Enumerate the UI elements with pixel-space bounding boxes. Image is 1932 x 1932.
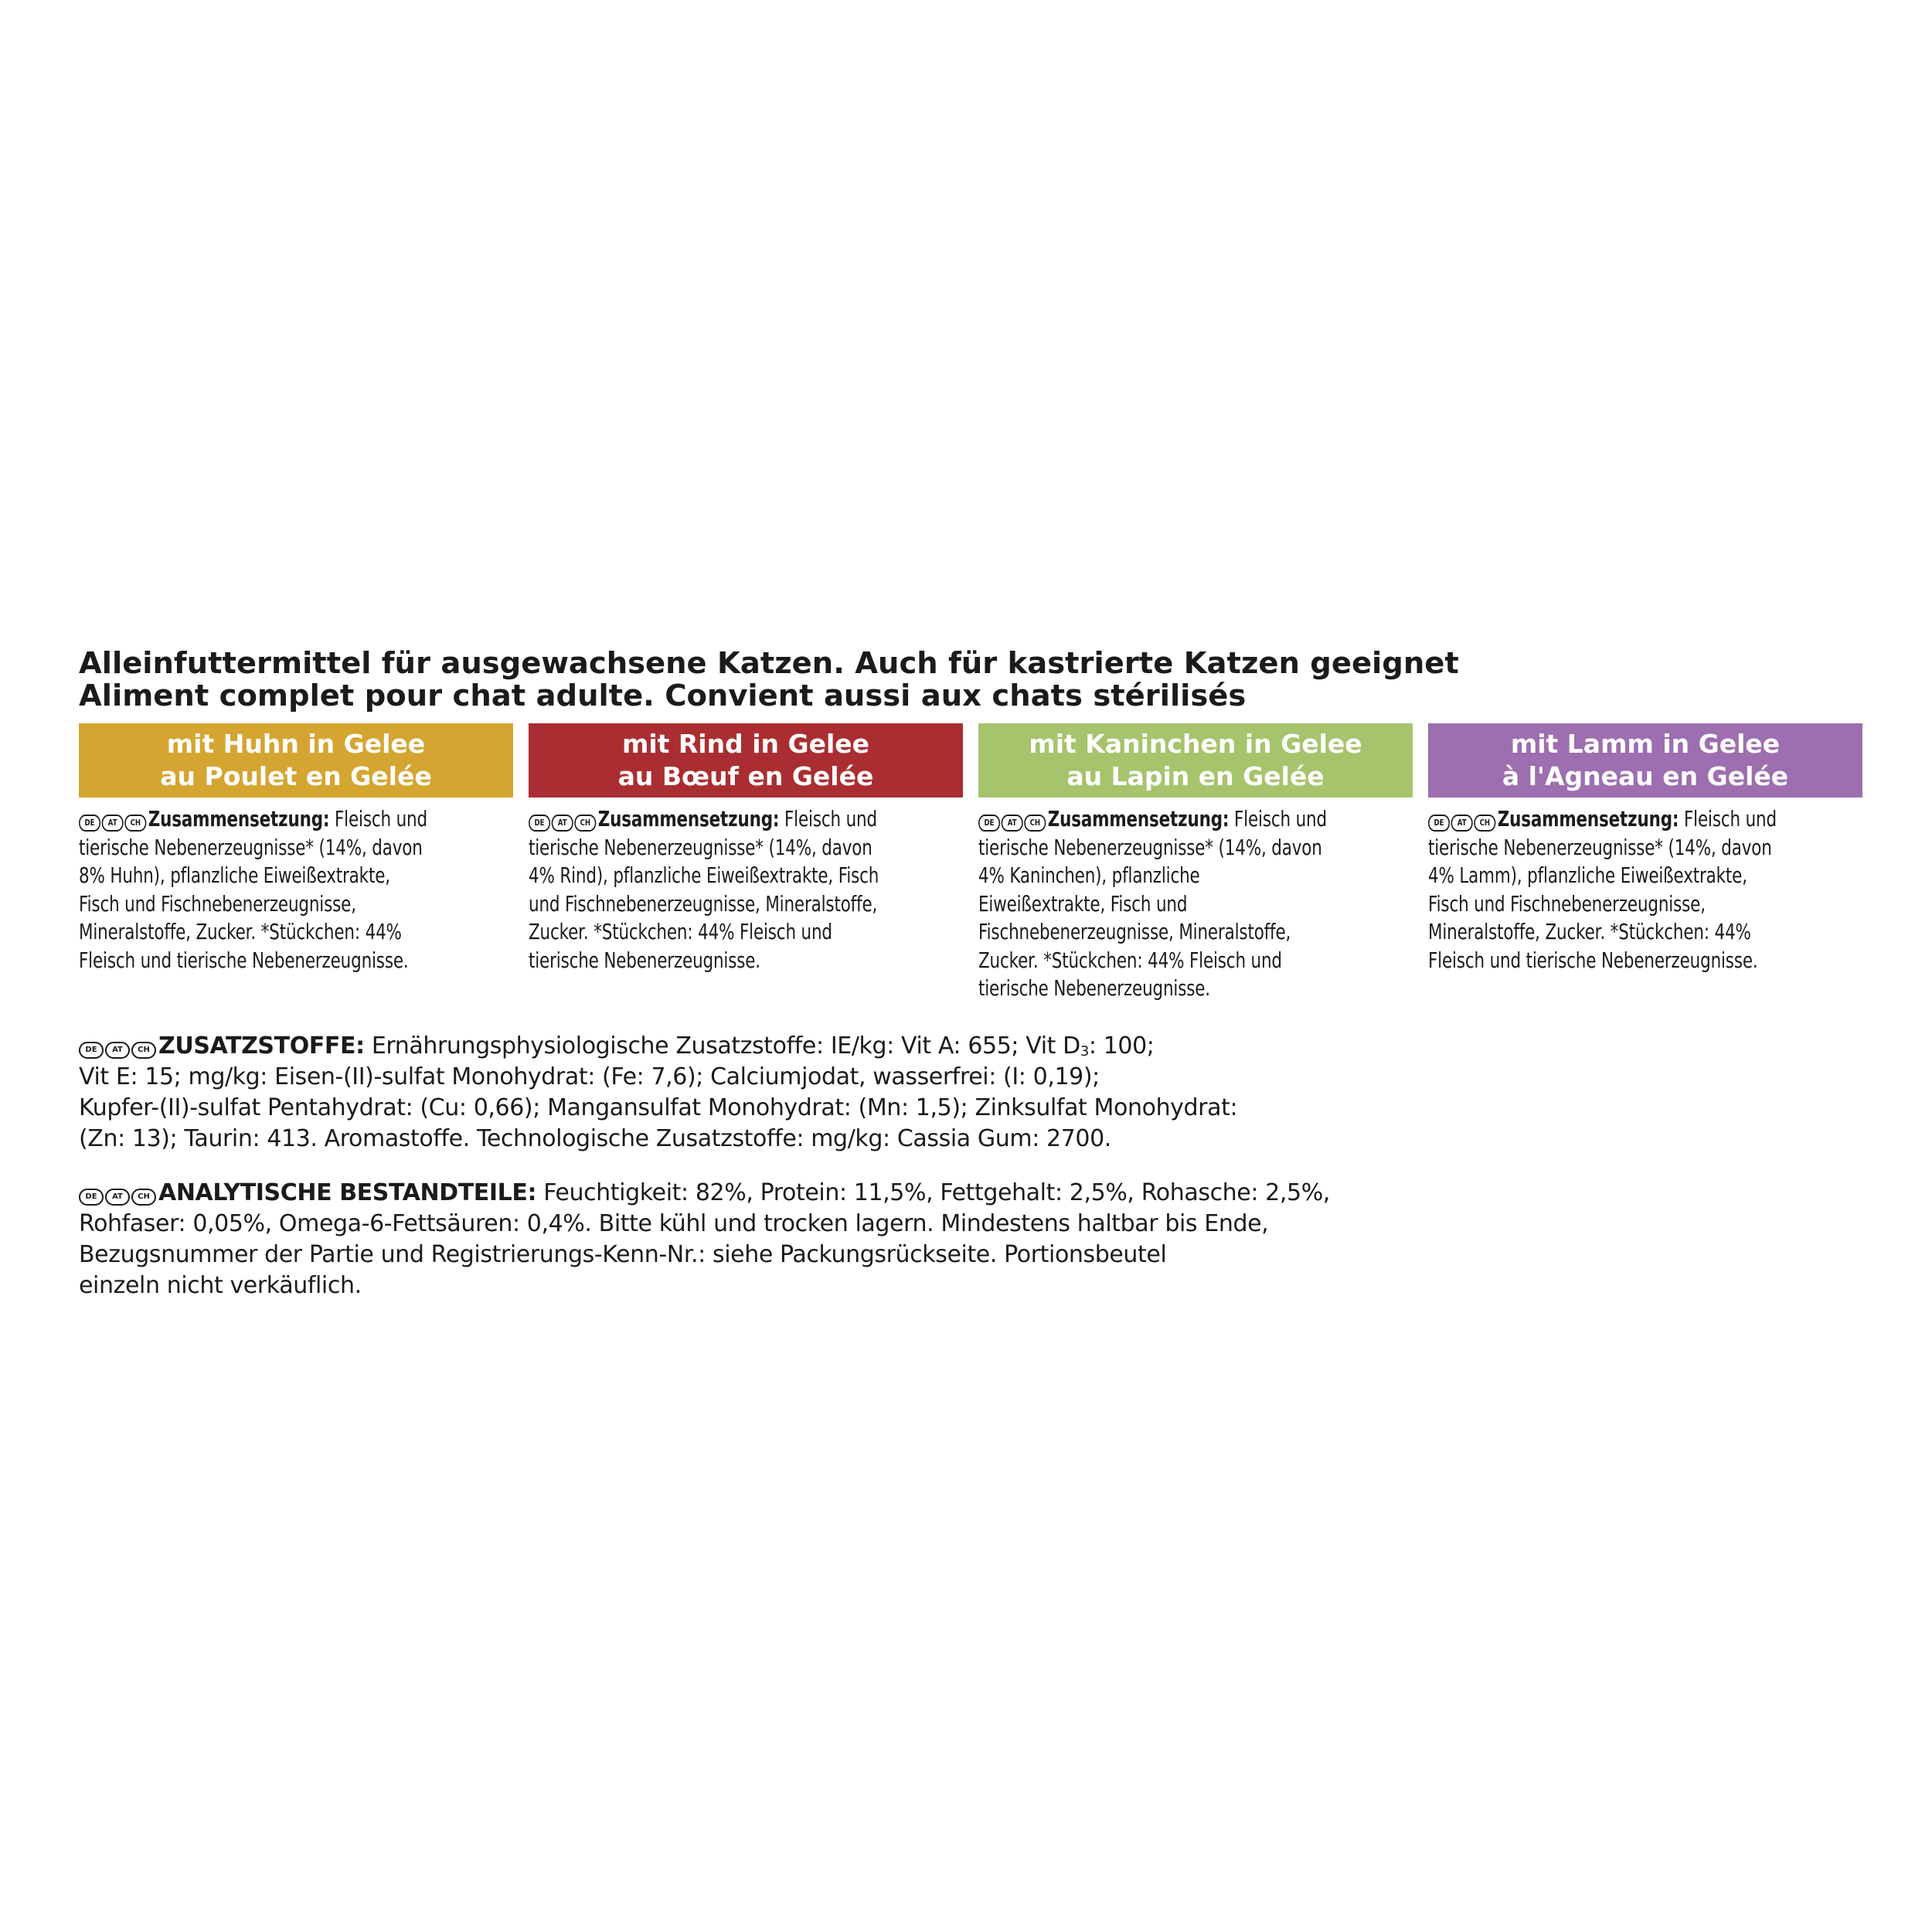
variant-title-fr: au Poulet en Gelée	[160, 761, 432, 791]
composition-line-text: Mineralstoffe, Zucker. *Stückchen: 44%	[1428, 920, 1751, 944]
analytics-line: einzeln nicht verkäuflich.	[79, 1271, 362, 1299]
composition-line	[529, 862, 964, 890]
country-flags	[529, 815, 596, 832]
composition-line-text: Fisch und Fischnebenerzeugnisse,	[79, 891, 356, 917]
composition-label: Zusammensetzung:	[148, 807, 330, 832]
composition-line	[529, 918, 964, 947]
flag-at-badge: AT	[105, 1042, 130, 1059]
variant-title-de: mit Kaninchen in Gelee	[1029, 729, 1362, 759]
label-content	[79, 648, 1864, 1301]
composition-label: Zusammensetzung:	[1497, 807, 1679, 832]
composition-line-text: 8% Huhn), pflanzliche Eiweißextrakte,	[79, 863, 390, 888]
composition-line	[79, 834, 514, 862]
additives-line: Vit E: 15; mg/kg: Eisen-(II)-sulfat Monohydrat: (Fe: 7,6); Calciumjodat, wasserfrei: (I: 0,19);	[79, 1063, 1100, 1090]
additives-label: ZUSATZSTOFFE:	[158, 1032, 365, 1060]
flag-at-badge: AT	[552, 815, 573, 832]
composition-line	[978, 834, 1413, 862]
composition-line-text: Zucker. *Stückchen: 44% Fleisch und	[978, 947, 1282, 973]
flag-at-badge: AT	[1451, 815, 1473, 832]
composition-line	[79, 918, 514, 947]
composition-line	[79, 947, 514, 975]
variant-title-band	[1428, 723, 1862, 798]
analytics-block	[79, 1178, 1864, 1301]
analytics-first-line	[79, 1178, 1864, 1209]
analytics-line: Bezugsnummer der Partie und Registrierungs-Kenn-Nr.: siehe Packungsrückseite. Portionsbeutel	[79, 1240, 1167, 1268]
flag-de-badge: DE	[79, 1189, 104, 1206]
country-flags	[79, 1042, 156, 1059]
flag-ch-badge: CH	[574, 815, 596, 832]
composition-text	[529, 805, 964, 975]
flag-de-badge: DE	[79, 815, 100, 832]
composition-line	[1428, 862, 1863, 890]
composition-line	[1428, 805, 1863, 834]
composition-line	[978, 890, 1413, 919]
variant-title-fr: au Bœuf en Gelée	[617, 761, 874, 791]
variant-column	[1428, 723, 1862, 1003]
composition-line-text: Fleisch und	[329, 807, 427, 832]
variant-title-fr: à l'Agneau en Gelée	[1502, 761, 1789, 791]
composition-line	[529, 805, 964, 834]
variant-column	[79, 723, 513, 1003]
analytics-line: Rohfaser: 0,05%, Omega-6-Fettsäuren: 0,4%. Bitte kühl und trocken lagern. Mindestens haltbar bis Ende,	[79, 1209, 1269, 1237]
country-flags	[79, 1189, 156, 1206]
composition-line-text: Fleisch und	[1679, 807, 1777, 832]
headline-fr: Aliment complet pour chat adulte. Convient aussi aux chats stérilisés	[79, 679, 1247, 713]
composition-line-text: Fleisch und tierische Nebenerzeugnisse.	[79, 947, 409, 973]
composition-line	[79, 805, 514, 834]
composition-line	[1428, 890, 1863, 919]
composition-label: Zusammensetzung:	[1047, 807, 1230, 832]
composition-line-text: tierische Nebenerzeugnisse.	[978, 976, 1210, 1001]
composition-line	[978, 805, 1413, 834]
composition-line	[529, 947, 964, 975]
variant-title-de: mit Huhn in Gelee	[166, 729, 426, 759]
composition-text	[978, 805, 1413, 1003]
flag-ch-badge: CH	[124, 815, 146, 832]
additives-line: (Zn: 13); Taurin: 413. Aromastoffe. Technologische Zusatzstoffe: mg/kg: Cassia Gum: 2700.	[79, 1124, 1111, 1152]
composition-line	[1428, 947, 1863, 975]
additives-text-end: : 100;	[1088, 1032, 1155, 1060]
composition-line-text: 4% Rind), pflanzliche Eiweißextrakte, Fisch	[529, 863, 879, 888]
composition-line-text: und Fischnebenerzeugnisse, Mineralstoffe,	[529, 891, 878, 917]
variant-title-band	[79, 723, 513, 798]
variant-column	[978, 723, 1413, 1003]
headline-de: Alleinfuttermittel für ausgewachsene Katzen. Auch für kastrierte Katzen geeignet	[79, 646, 1459, 681]
flag-ch-badge: CH	[1024, 815, 1046, 832]
variant-columns	[79, 723, 1864, 1003]
composition-line-text: 4% Lamm), pflanzliche Eiweißextrakte,	[1428, 863, 1747, 888]
analytics-text: Feuchtigkeit: 82%, Protein: 11,5%, Fettgehalt: 2,5%, Rohasche: 2,5%,	[536, 1179, 1330, 1206]
composition-line	[978, 975, 1413, 1003]
composition-line-text: Fleisch und	[779, 807, 877, 832]
country-flags	[978, 815, 1046, 832]
composition-line	[1428, 918, 1863, 947]
variant-title-de: mit Rind in Gelee	[621, 729, 870, 759]
composition-line-text: Fisch und Fischnebenerzeugnisse,	[1428, 891, 1706, 917]
flag-ch-badge: CH	[1474, 815, 1495, 832]
flag-at-badge: AT	[1002, 815, 1023, 832]
composition-line-text: tierische Nebenerzeugnisse* (14%, davon	[529, 835, 872, 860]
composition-line	[79, 862, 514, 890]
composition-line	[529, 890, 964, 919]
composition-line	[1428, 834, 1863, 862]
composition-line-text: tierische Nebenerzeugnisse.	[529, 947, 760, 973]
additives-text: Ernährungsphysiologische Zusatzstoffe: IE/kg: Vit A: 655; Vit D	[364, 1032, 1080, 1060]
composition-line	[978, 862, 1413, 890]
composition-line-text: tierische Nebenerzeugnisse* (14%, davon	[978, 835, 1322, 860]
composition-line	[79, 890, 514, 919]
variant-column	[529, 723, 963, 1003]
variant-title-band	[978, 723, 1413, 798]
country-flags	[1428, 815, 1495, 832]
variant-title-fr: au Lapin en Gelée	[1066, 761, 1325, 791]
additives-first-line	[79, 1031, 1864, 1062]
vitamin-d-subscript: 3	[1080, 1043, 1089, 1060]
flag-de-badge: DE	[1428, 815, 1450, 832]
composition-line-text: Zucker. *Stückchen: 44% Fleisch und	[529, 920, 832, 944]
flag-de-badge: DE	[978, 815, 1000, 832]
flag-de-badge: DE	[529, 815, 550, 832]
composition-line	[529, 834, 964, 862]
flag-at-badge: AT	[105, 1189, 130, 1206]
composition-line-text: Mineralstoffe, Zucker. *Stückchen: 44%	[79, 920, 402, 944]
variant-title-band	[529, 723, 963, 798]
analytics-label: ANALYTISCHE BESTANDTEILE:	[158, 1179, 537, 1206]
flag-de-badge: DE	[79, 1042, 104, 1059]
composition-text	[79, 805, 514, 975]
composition-text	[1428, 805, 1863, 975]
composition-line-text: Fischnebenerzeugnisse, Mineralstoffe,	[978, 920, 1291, 944]
composition-line	[978, 947, 1413, 975]
composition-label: Zusammensetzung:	[597, 807, 780, 832]
flag-ch-badge: CH	[131, 1189, 156, 1206]
additives-block	[79, 1031, 1864, 1155]
additives-line: Kupfer-(II)-sulfat Pentahydrat: (Cu: 0,66); Mangansulfat Monohydrat: (Mn: 1,5); Zinksulfat Monohydrat:	[79, 1094, 1238, 1121]
composition-line-text: Fleisch und tierische Nebenerzeugnisse.	[1428, 947, 1758, 973]
flag-ch-badge: CH	[131, 1042, 156, 1059]
composition-line	[978, 918, 1413, 947]
flag-at-badge: AT	[102, 815, 124, 832]
composition-line-text: Fleisch und	[1229, 807, 1327, 832]
composition-line-text: 4% Kaninchen), pflanzliche	[978, 863, 1200, 888]
composition-line-text: Eiweißextrakte, Fisch und	[978, 891, 1188, 917]
composition-line-text: tierische Nebenerzeugnisse* (14%, davon	[79, 835, 423, 860]
composition-line-text: tierische Nebenerzeugnisse* (14%, davon	[1428, 835, 1772, 860]
country-flags	[79, 815, 146, 832]
variant-title-de: mit Lamm in Gelee	[1510, 729, 1781, 759]
